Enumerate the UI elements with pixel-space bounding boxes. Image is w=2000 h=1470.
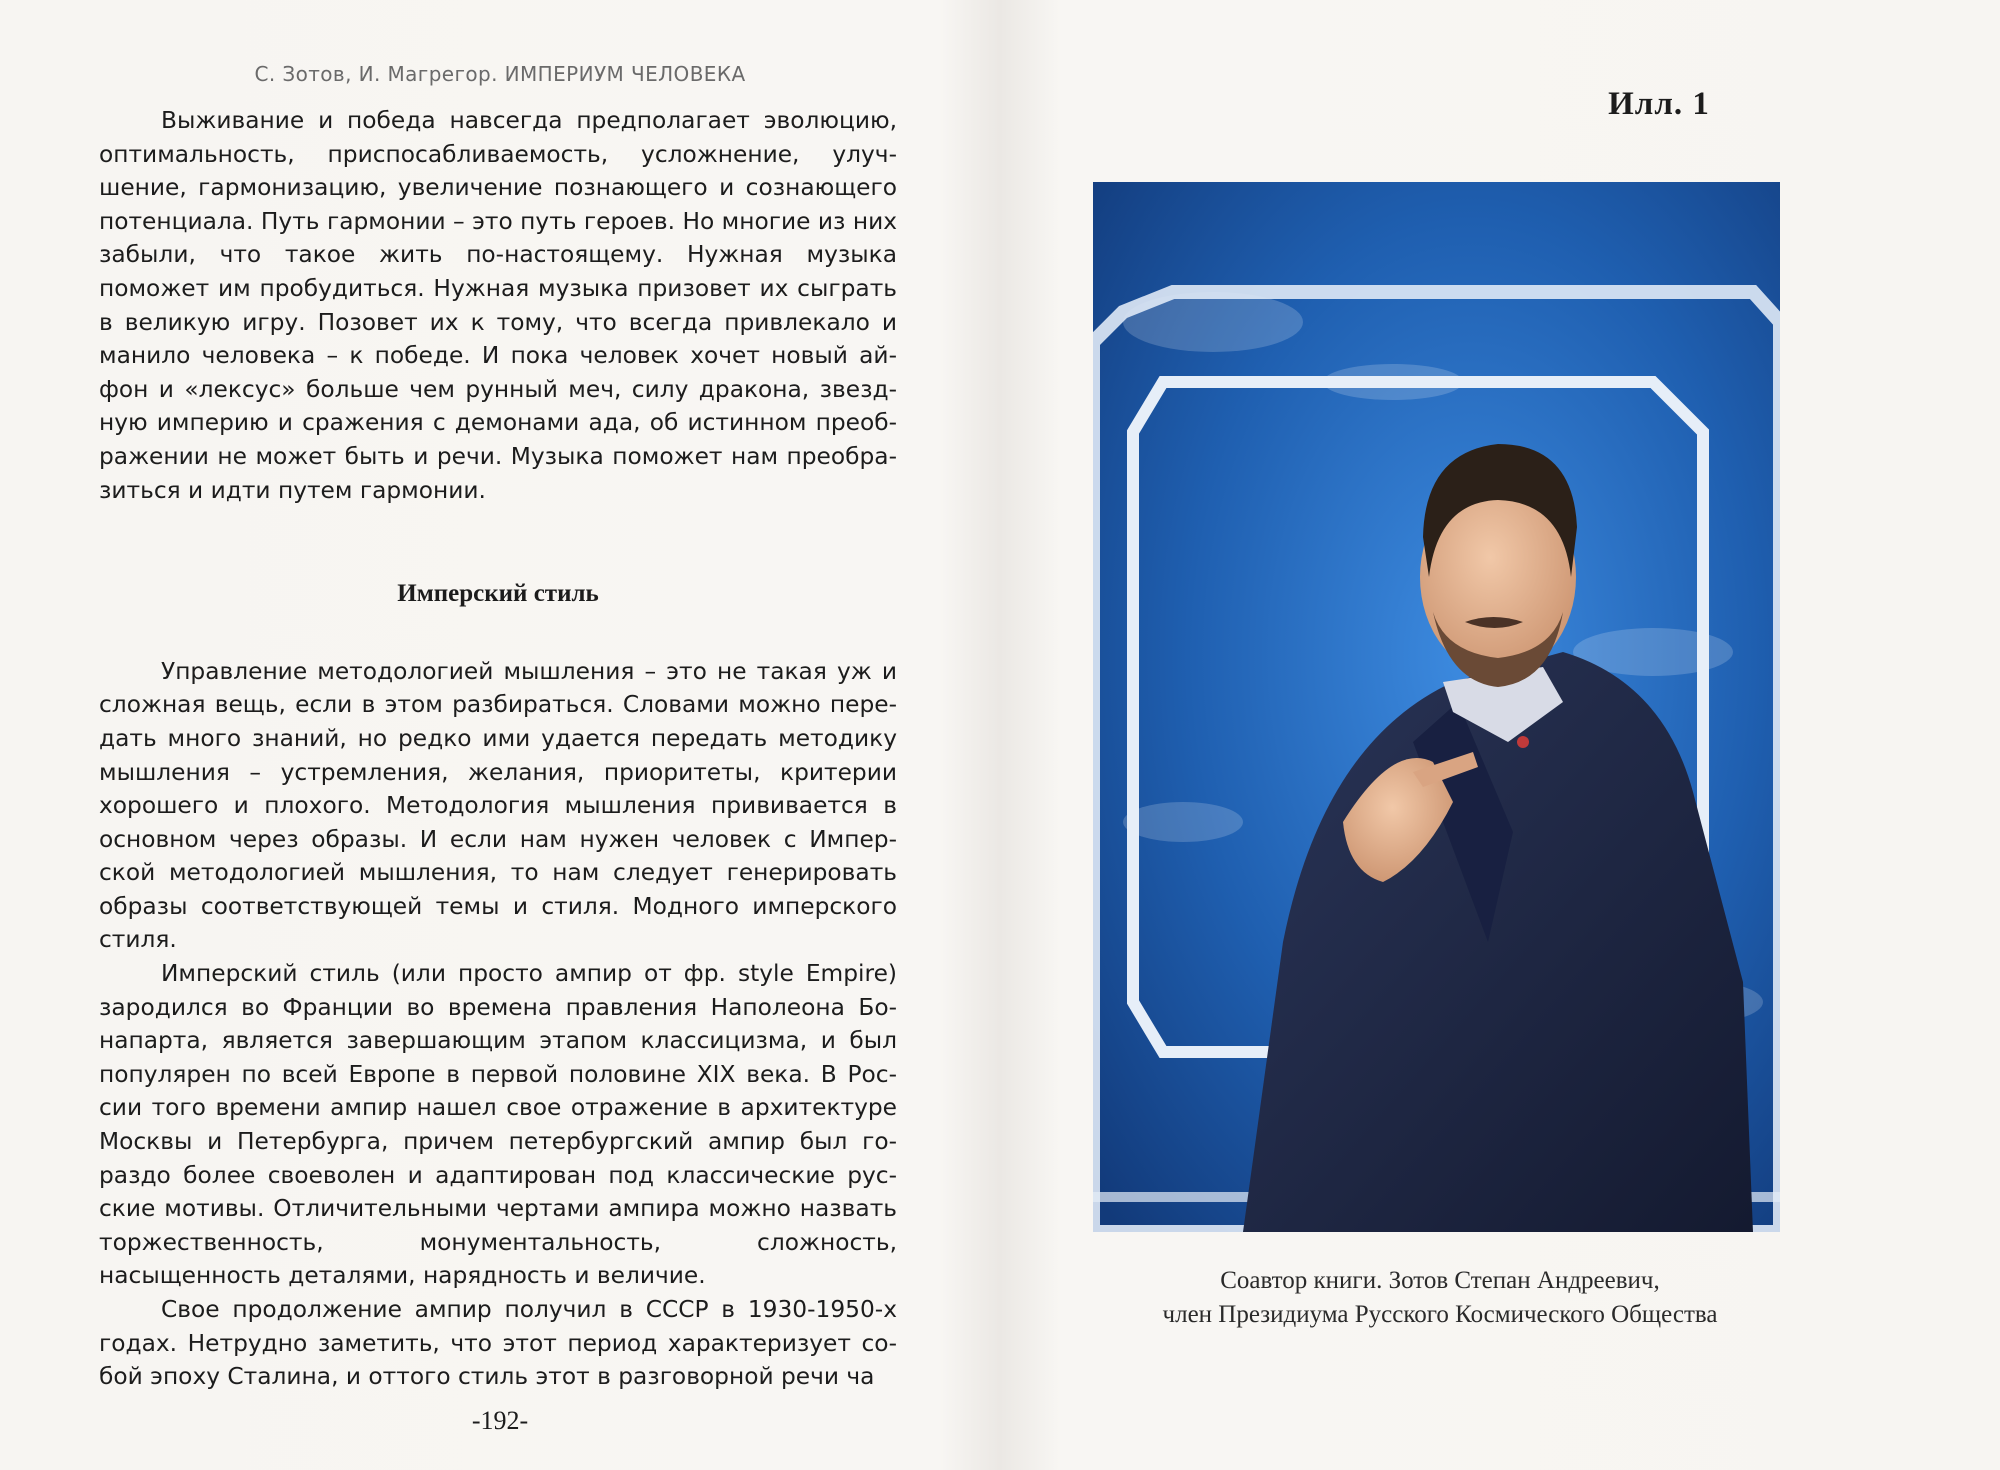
right-page xyxy=(1000,0,2000,1470)
author-photo xyxy=(1093,182,1780,1232)
running-head: С. Зотов, И. Магрегор. ИМПЕРИУМ ЧЕЛОВЕКА xyxy=(254,62,746,86)
illustration-label-text: Илл. 1 xyxy=(1608,86,1710,122)
illustration-label xyxy=(1000,86,1880,123)
caption-line-1: Соавтор книги. Зотов Степан Андреевич, xyxy=(1220,1267,1660,1294)
photo-caption xyxy=(1060,1264,1820,1332)
section-title: Имперский стиль xyxy=(397,580,599,608)
body-text xyxy=(99,104,897,1394)
page-number: -192- xyxy=(471,1406,529,1435)
caption-line-2: член Президиума Русского Космического Общества xyxy=(1162,1301,1718,1328)
paragraph: Выживание и победа навсегда предполагает эволюцию, оптимальность, приспосабливаемость, усложнение, улучшение, гармонизацию, увеличение познающего и сознающего потенциала. Путь гармонии – это путь героев. Но многие из них забыли, что такое жить по-настоящему. Нужная музыка поможет им пробудиться. Нужная музыка призовет их сыграть в великую игру. Позовет их к тому, что всегда привлекало и манило человека – к победе. И пока человек хочет новый айфон и «лексус» больше чем рунный меч, силу дракона, звездную империю и сражения с демонами ада, об истинном преображении не может быть и речи. Музыка поможет нам преобразиться и идти путем гармонии. xyxy=(99,107,897,504)
paragraph: Свое продолжение ампир получил в СССР в 1930-1950-х годах. Нетрудно заметить, что этот период характеризует собой эпоху Сталина, и оттого стиль этот в разговорной речи ча xyxy=(99,1296,897,1391)
paragraph: Управление методологией мышления – это не такая уж и сложная вещь, если в этом разбираться. Словами можно передать много знаний, но редко ими удается передать методику мышления – устремления, желания, приоритеты, критерии хорошего и плохого. Методология мышления прививается в основном через образы. И если нам нужен человек с Имперской методологией мышления, то нам следует генерировать образы соответствующей темы и стиля. Модного имперского стиля. xyxy=(99,657,897,954)
paragraph: Имперский стиль (или просто ампир от фр. style Empire) зародился во Франции во времена правления Наполеона Бонапарта, является завершающим этапом классицизма, и был популярен по всей Европе в первой половине XIX века. В России того времени ампир нашел свое отражение в архитектуре Москвы и Петербурга, причем петербургский ампир был гораздо более своеволен и адаптирован под классические русские мотивы. Отличительными чертами ампира можно назвать торжественность, монументальность, сложность, насыщенность деталями, нарядность и величие. xyxy=(99,960,897,1290)
author-portrait-image xyxy=(1093,182,1780,1232)
